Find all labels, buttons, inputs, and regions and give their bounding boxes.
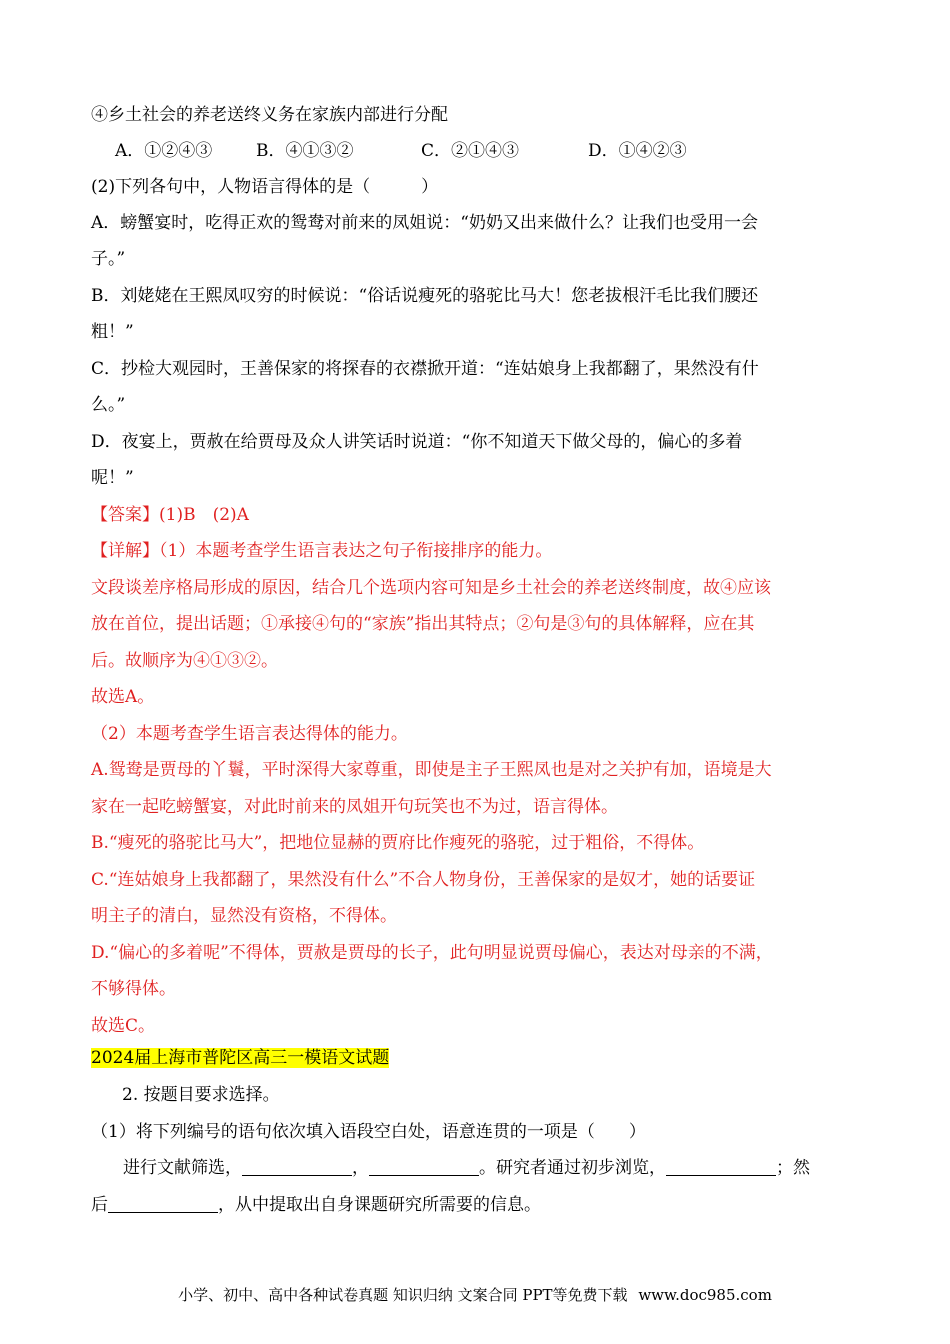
question-2: (2)下列各句中，人物语言得体的是（ ） bbox=[91, 177, 439, 197]
question-heading: 2. 按题目要求选择。 bbox=[122, 1085, 280, 1105]
analysis-line-12: D.“偏心的多着呢”不得体，贾赦是贾母的长子，此句明显说贾母偏心，表达对母亲的不满， bbox=[91, 943, 773, 963]
analysis-line-1: 【详解】（1）本题考查学生语言表达之句子衔接排序的能力。 bbox=[91, 541, 553, 561]
analysis-line-11: 明主子的清白，显然没有资格，不得体。 bbox=[91, 906, 397, 926]
choice-c-line1: C．抄检大观园时，王善保家的将探春的衣襟掀开道：“连姑娘身上我都翻了，果然没有什 bbox=[91, 359, 759, 379]
option-c: C．②①④③ bbox=[421, 141, 520, 161]
choice-d-line1: D．夜宴上，贾赦在给贾母及众人讲笑话时说道：“你不知道天下做父母的，偏心的多着 bbox=[91, 432, 743, 452]
passage-line-1: 进行文献筛选， ， 。研究者通过初步浏览， ；然 bbox=[123, 1158, 810, 1178]
footer-text: 小学、初中、高中各种试卷真题 知识归纳 文案合同 PPT等免费下载 bbox=[178, 1286, 628, 1304]
choice-c-line2: 么。” bbox=[91, 395, 126, 415]
choice-d-line2: 呢！” bbox=[91, 468, 134, 488]
sub-question: （1）将下列编号的语句依次填入语段空白处，语意连贯的一项是（ ） bbox=[91, 1122, 646, 1142]
analysis-line-13: 不够得体。 bbox=[91, 979, 176, 999]
analysis-line-8: 家在一起吃螃蟹宴，对此时前来的凤姐开句玩笑也不为过，语言得体。 bbox=[91, 797, 618, 817]
analysis-line-4: 后。故顺序为④①③②。 bbox=[91, 651, 278, 671]
analysis-line-2: 文段谈差序格局形成的原因，结合几个选项内容可知是乡土社会的养老送终制度，故④应该 bbox=[91, 578, 771, 598]
choice-b-line1: B．刘姥姥在王熙凤叹穷的时候说：“俗话说瘦死的骆驼比马大！您老拔根汗毛比我们腰还 bbox=[91, 286, 759, 306]
choice-b-line2: 粗！” bbox=[91, 322, 134, 342]
answer-line: 【答案】(1)B (2)A bbox=[91, 505, 249, 525]
option-d: D．①④②③ bbox=[588, 141, 687, 161]
analysis-line-7: A.鸳鸯是贾母的丫鬟，平时深得大家尊重，即使是主子王熙凤也是对之关护有加，语境是大 bbox=[91, 760, 772, 780]
blank-3[interactable] bbox=[666, 1157, 776, 1176]
analysis-line-5: 故选A。 bbox=[91, 687, 155, 707]
footer-site[interactable]: www.doc985.com bbox=[638, 1286, 772, 1304]
analysis-line-3: 放在首位，提出话题；①承接④句的“家族”指出其特点；②句是③句的具体解释，应在其 bbox=[91, 614, 755, 634]
blank-2[interactable] bbox=[369, 1157, 479, 1176]
passage-line-2: 后 ，从中提取出自身课题研究所需要的信息。 bbox=[91, 1195, 541, 1215]
analysis-line-10: C.“连姑娘身上我都翻了，果然没有什么”不合人物身份，王善保家的是奴才，她的话要证 bbox=[91, 870, 756, 890]
analysis-line-9: B.“瘦死的骆驼比马大”，把地位显赫的贾府比作瘦死的骆驼，过于粗俗，不得体。 bbox=[91, 833, 705, 853]
option-b: B．④①③② bbox=[256, 141, 354, 161]
item-4: ④乡土社会的养老送终义务在家族内部进行分配 bbox=[91, 105, 448, 125]
blank-1[interactable] bbox=[242, 1157, 352, 1176]
page-footer bbox=[0, 1284, 950, 1305]
analysis-line-14: 故选C。 bbox=[91, 1016, 156, 1036]
analysis-line-6: （2）本题考查学生语言表达得体的能力。 bbox=[91, 724, 408, 744]
option-a: A．①②④③ bbox=[115, 141, 213, 161]
choice-a-line1: A．螃蟹宴时，吃得正欢的鸳鸯对前来的凤姐说：“奶奶又出来做什么？让我们也受用一会 bbox=[91, 213, 758, 233]
blank-4[interactable] bbox=[108, 1194, 218, 1213]
section-title: 2024届上海市普陀区高三一模语文试题 bbox=[91, 1048, 390, 1068]
choice-a-line2: 子。” bbox=[91, 249, 126, 269]
